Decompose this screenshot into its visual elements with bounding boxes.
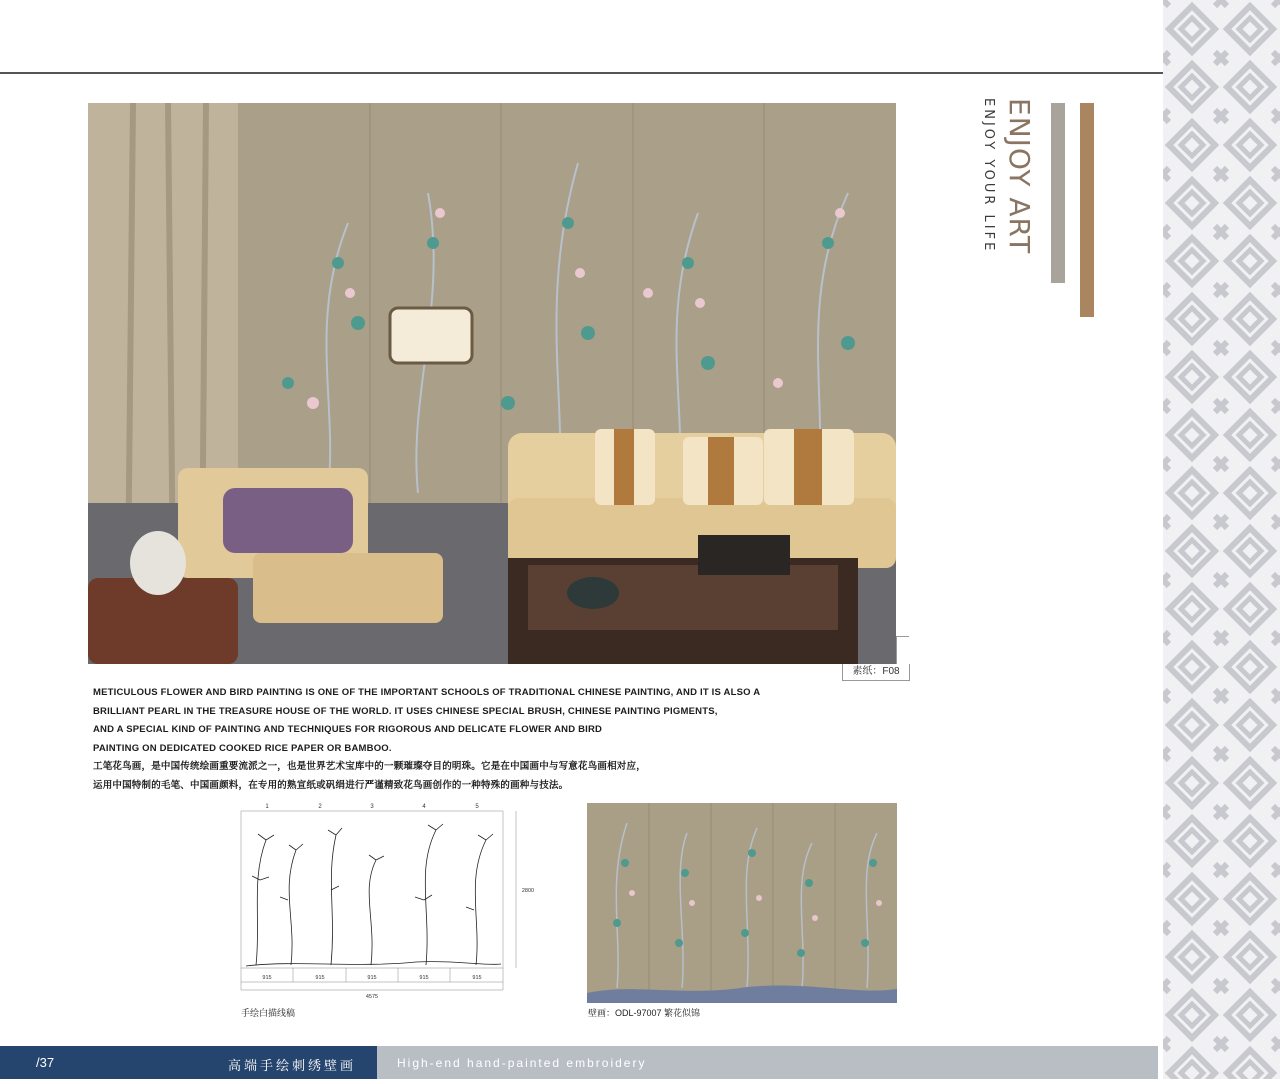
- description-line: 运用中国特制的毛笔、中国画颜料，在专用的熟宣纸或矾绢进行严谨精致花鸟画创作的一种特殊的画种与技法。: [93, 779, 569, 791]
- interior-scene-graphic: [88, 103, 896, 664]
- line-drawing-graphic: [236, 800, 536, 1005]
- panel-width: 915: [419, 975, 429, 981]
- pattern-strip: [1163, 0, 1280, 1079]
- column-number: 1: [265, 804, 269, 810]
- photo-caption: 素纸：F08: [842, 664, 910, 681]
- description-line: PAINTING ON DEDICATED COOKED RICE PAPER OR BAMBOO.: [93, 742, 392, 754]
- brown-accent-bar: [1080, 103, 1094, 317]
- description-line: BRILLIANT PEARL IN THE TREASURE HOUSE OF THE WORLD. IT USES CHINESE SPECIAL BRUSH, CHINESE PAINTING PIGMENTS,: [93, 705, 718, 717]
- panel-width: 915: [472, 975, 482, 981]
- description-line: METICULOUS FLOWER AND BIRD PAINTING IS ONE OF THE IMPORTANT SCHOOLS OF TRADITIONAL CHINESE PAINTING, AND IT IS ALSO A: [93, 687, 761, 698]
- mural-graphic: [587, 803, 897, 1003]
- description-text: [93, 684, 793, 796]
- footer-light-band: [377, 1046, 1158, 1079]
- mural-caption: 壁画：ODL-97007 繁花似锦: [588, 1008, 701, 1018]
- footer-title-cn: 高端手绘刺绣壁画: [228, 1058, 357, 1073]
- height-dimension: 2800: [521, 888, 535, 894]
- panel-width: 915: [367, 975, 377, 981]
- top-rule: [0, 72, 1163, 74]
- description-line: 工笔花鸟画，是中国传统绘画重要流派之一，也是世界艺术宝库中的一颗璀璨夺目的明珠。它是在中国画中与写意花鸟画相对应，: [93, 761, 646, 773]
- column-number: 4: [422, 804, 426, 810]
- grey-accent-bar: [1051, 103, 1065, 283]
- line-drawing: [236, 800, 536, 1005]
- enjoy-title-block: [975, 98, 1037, 298]
- enjoy-art-title: ENJOY ART: [1003, 98, 1036, 255]
- panel-width: 915: [315, 975, 325, 981]
- column-number: 3: [370, 804, 374, 810]
- panel-width: 915: [262, 975, 272, 981]
- fret-pattern-graphic: [1163, 0, 1280, 1079]
- drawing-caption: 手绘白描线稿: [241, 1008, 296, 1018]
- column-number: 2: [318, 804, 322, 810]
- total-width: 4575: [365, 994, 379, 1000]
- footer-dark-band: [0, 1046, 377, 1079]
- column-number: 5: [475, 804, 479, 810]
- footer-title-en: High-end hand-painted embroidery: [397, 1056, 647, 1070]
- description-line: AND A SPECIAL KIND OF PAINTING AND TECHNIQUES FOR RIGOROUS AND DELICATE FLOWER AND BIRD: [93, 724, 603, 736]
- page-number: /37: [36, 1055, 55, 1070]
- mural-image: [587, 803, 897, 1003]
- caption-tab: [896, 636, 909, 665]
- interior-photo: [88, 103, 896, 664]
- enjoy-your-life-subtitle: ENJOY YOUR LIFE: [981, 98, 996, 254]
